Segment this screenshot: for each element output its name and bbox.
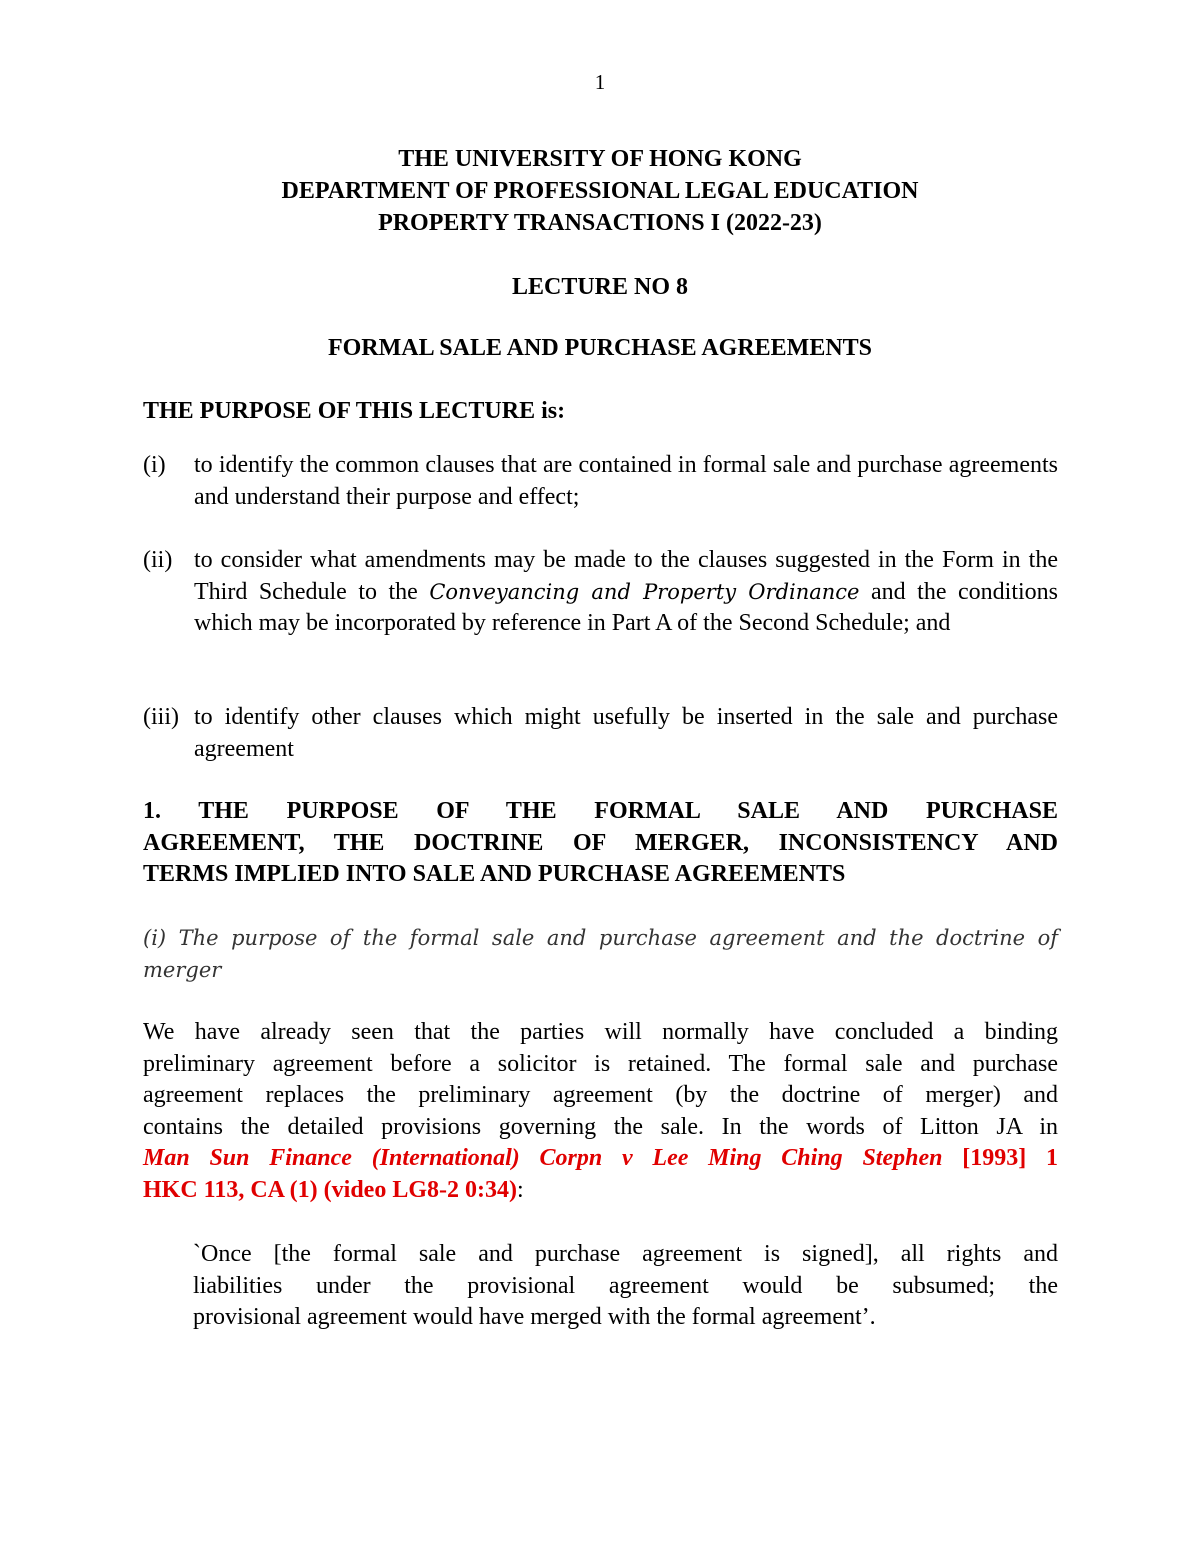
paragraph-line: contains the detailed provisions governing the sale. In the words of Litton JA in: [143, 1113, 1058, 1140]
header-department: DEPARTMENT OF PROFESSIONAL LEGAL EDUCATION: [281, 178, 919, 204]
quote-line: `Once [the formal sale and purchase agreement is signed], all rights and: [193, 1241, 1058, 1267]
lecture-number: LECTURE NO 8: [511, 274, 689, 300]
page-number: 1: [594, 70, 606, 94]
item-number: (iii): [143, 704, 179, 730]
lecture-title: FORMAL SALE AND PURCHASE AGREEMENTS: [327, 335, 873, 361]
section-heading-line: TERMS IMPLIED INTO SALE AND PURCHASE AGREEMENTS: [143, 861, 846, 887]
quote-line: provisional agreement would have merged with the formal agreement’.: [193, 1304, 876, 1330]
item-text: [194, 545, 1058, 640]
item-text: to identify other clauses which might usefully be inserted in the sale and purchase agreement: [194, 704, 1058, 762]
subheading-line: (i) The purpose of the formal sale and purchase agreement and the doctrine of: [143, 926, 1058, 950]
item-number: (ii): [143, 547, 173, 573]
quote-line: liabilities under the provisional agreement would be subsumed; the: [193, 1272, 1058, 1299]
case-name: Man Sun Finance (International) Corpn v Lee Ming Ching Stephen: [143, 1145, 943, 1171]
ordinance-title: Conveyancing and Property Ordinance: [429, 579, 860, 604]
litton-quote: [193, 1239, 1058, 1334]
item-text: to identify the common clauses that are contained in formal sale and purchase agreements and understand their purpose and effect;: [194, 452, 1058, 510]
section-1-paragraph: [143, 1017, 1058, 1206]
case-citation: [1993] 1: [962, 1145, 1059, 1171]
case-citation-line: [143, 1175, 1058, 1207]
subheading-line: merger: [143, 957, 222, 982]
case-citation-continued: HKC 113, CA (1) (video LG8-2 0:34): [143, 1176, 517, 1203]
section-1-subheading: [143, 923, 1058, 986]
item-number: (i): [143, 452, 166, 478]
header-university: THE UNIVERSITY OF HONG KONG: [398, 146, 802, 172]
section-heading-line: 1. THE PURPOSE OF THE FORMAL SALE AND PURCHASE: [143, 798, 1058, 824]
purpose-heading: THE PURPOSE OF THIS LECTURE is:: [143, 398, 566, 424]
case-colon: :: [516, 1176, 524, 1203]
paragraph-line: We have already seen that the parties will normally have concluded a binding: [143, 1019, 1058, 1045]
item-text-part-b: and the conditions which may be incorporated by reference in Part A of the Second Schedule; and: [194, 578, 1058, 636]
paragraph-line: preliminary agreement before a solicitor is retained. The formal sale and purchase: [143, 1050, 1058, 1077]
case-citation-line: [143, 1143, 1058, 1175]
header-course: PROPERTY TRANSACTIONS I (2022-23): [378, 210, 822, 236]
item-text-part-a: to consider what amendments may be made to the clauses suggested in the Form in the Third Schedule to the: [194, 547, 1058, 605]
paragraph-line: agreement replaces the preliminary agreement (by the doctrine of merger) and: [143, 1082, 1058, 1108]
section-1-heading: [143, 796, 1058, 891]
section-heading-line: AGREEMENT, THE DOCTRINE OF MERGER, INCONSISTENCY AND: [143, 829, 1058, 856]
